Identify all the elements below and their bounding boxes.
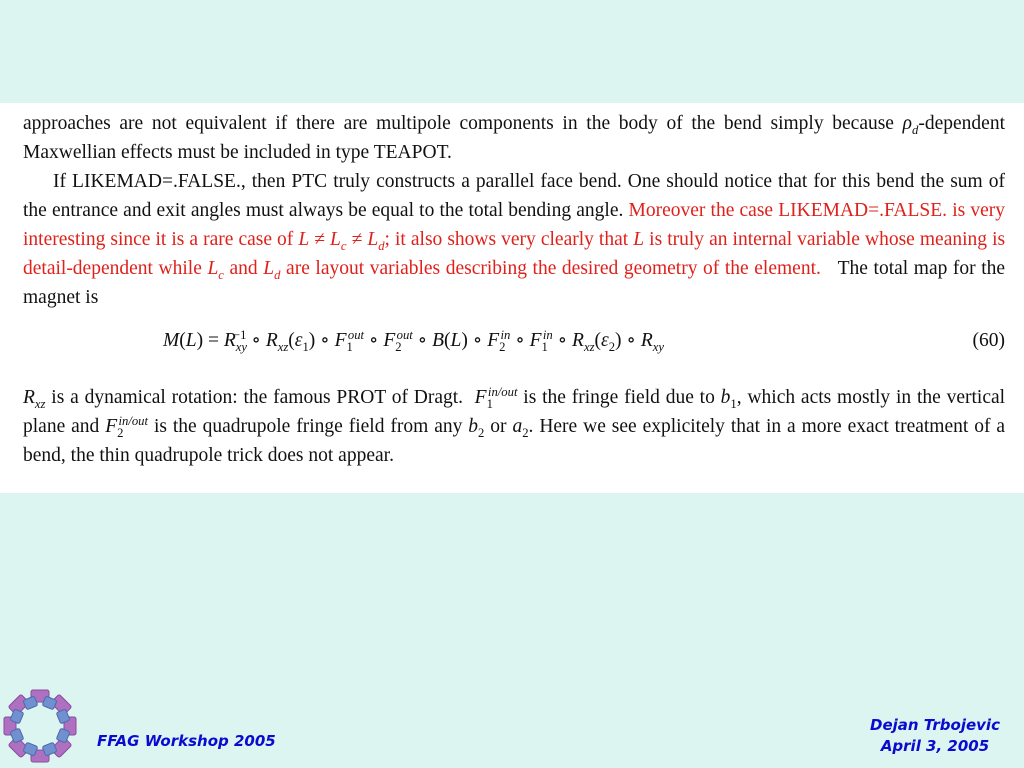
paragraph-3: $R_{xz}$ is a dynamical rotation: the famous PROT of Dragt. $F_1^{in/out}$ is the fringe field due to $b_1$, which acts mostly in the vertical plane and $F_2^{in/out}$ is the quadrupole fringe field from any $b_2$ or $a_2$. Here we see explicitely that in a more exact treatment of a bend, the thin quadrupole trick does not appear. — [23, 384, 1006, 466]
document-page — [0, 103, 1024, 493]
p2-text-b: The total map for the magnet is — [23, 258, 1006, 308]
paragraph-2 — [23, 167, 1005, 312]
workshop-logo-icon — [2, 688, 78, 764]
rho-symbol: ρ — [902, 113, 913, 134]
p2-red-2: ; it also shows very clearly that — [384, 229, 629, 250]
p2-red-5: are layout variables describing the desired geometry of the element. — [286, 258, 821, 279]
p1-rest: -dependent Maxwellian effects must be included in type TEAPOT. — [23, 113, 1005, 163]
red-highlight: Moreover the case LIKEMAD=.FALSE. is very interesting since it is a rare case of $L \ne L_c \ne L_d$; it also shows very clearly that L is truly an internal variable whose meaning is detail-dependent while $L_c$ and $L_d$ are layout variables describing the desired geometry of the element. — [23, 200, 1006, 282]
p3-text-f: . Here we see explicitely that in a more exact treatment of a bend, the thin quadrupole trick does not appear. — [23, 416, 1006, 466]
equation-body: $M(L) = R_{xy}^{-1}$ ∘ $R_{xz}(\varepsilon_1)$ ∘ $F_1^{out}$ ∘ $F_2^{out}$ ∘ B(L) ∘ $F_2^{in}$ ∘ $F_1^{in}$ ∘ $R_{xz}(\varepsilon_2)$ ∘ $R_{xy}$ — [163, 327, 665, 354]
p1-text: approaches are not equivalent if there are multipole components in the body of the bend simply because — [23, 113, 894, 134]
paragraph-1 — [23, 109, 1005, 167]
footer-author-block — [860, 715, 1010, 757]
rho-subscript: d — [912, 122, 919, 137]
equation-number: (60) — [972, 330, 1005, 351]
footer-workshop-label: FFAG Workshop 2005 — [97, 732, 276, 750]
p3-text-c: , which acts mostly in the vertical plane and — [23, 387, 1006, 437]
document-text — [23, 109, 1005, 470]
p2-red-4: and — [229, 258, 258, 279]
equation-60 — [23, 312, 1005, 370]
footer-date: April 3, 2005 — [880, 737, 990, 755]
footer-author: Dejan Trbojevic — [870, 716, 1000, 734]
p3-text-e: or — [490, 416, 507, 437]
p3-text-d: is the quadrupole fringe field from any — [153, 416, 463, 437]
p2-text-a: If LIKEMAD=.FALSE., then PTC truly constructs a parallel face bend. One should notice that for this bend the sum of the entrance and exit angles must always be equal to the total bending angle. — [23, 171, 1005, 221]
p3-text-a: is a dynamical rotation: the famous PROT of Dragt. — [51, 387, 464, 408]
p2-red-1: Moreover the case LIKEMAD=.FALSE. is very interesting since it is a rare case of — [23, 200, 1005, 250]
p3-text-b: is the fringe field due to — [523, 387, 715, 408]
p2-red-3: is truly an internal variable whose meaning is detail-dependent while — [23, 229, 1006, 279]
